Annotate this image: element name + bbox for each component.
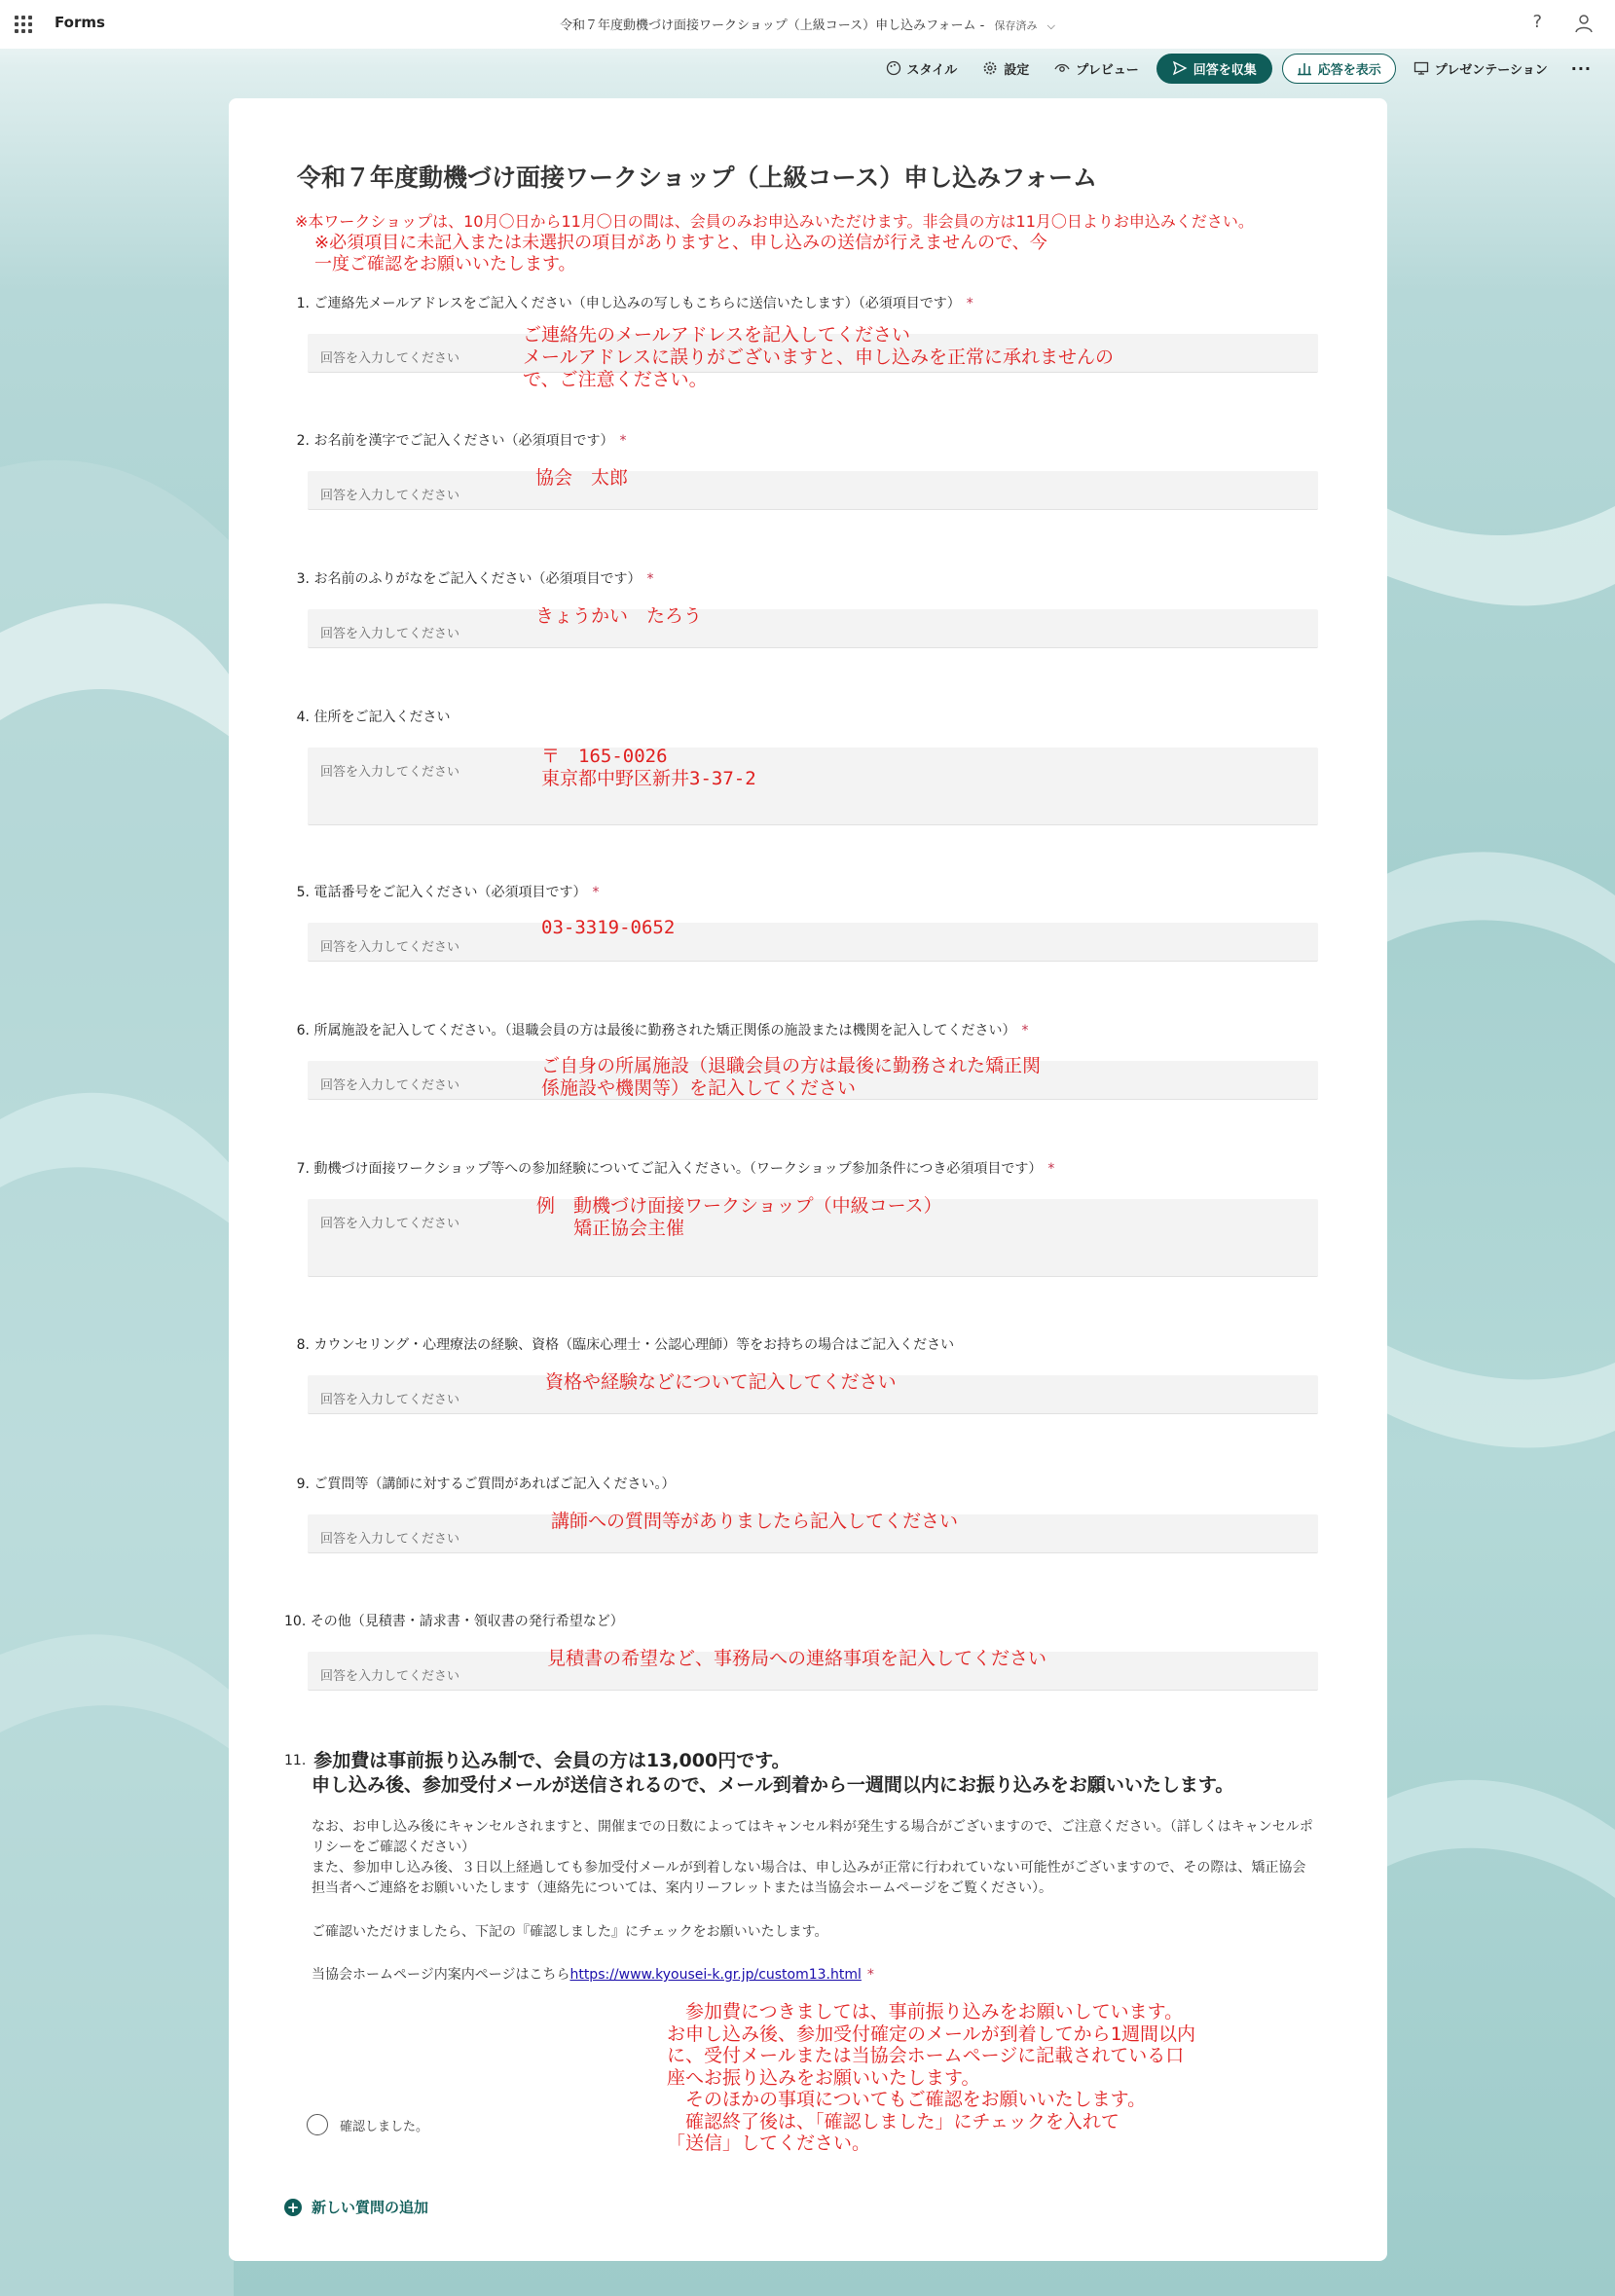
answer-placeholder: 回答を入力してください xyxy=(320,940,460,955)
top-bar xyxy=(0,0,1615,49)
annotation-text: ご連絡先のメールアドレスを記入してください メールアドレスに誤りがございますと、申し込みを正常に承れませんの で、ご注意ください。 xyxy=(523,324,1115,390)
add-question-button[interactable] xyxy=(284,2197,428,2217)
send-icon xyxy=(1172,60,1188,76)
eye-icon xyxy=(1054,60,1070,76)
question-5[interactable] xyxy=(292,882,1324,955)
question-label: 電話番号をご記入ください（必須項目です） xyxy=(313,885,587,900)
answer-placeholder: 回答を入力してください xyxy=(320,1393,460,1407)
collect-responses-button[interactable] xyxy=(1156,54,1272,84)
question-1[interactable] xyxy=(292,293,1324,390)
app-name[interactable]: Forms xyxy=(55,14,105,31)
annotation-text: 協会 太郎 xyxy=(535,467,629,489)
responses-label: 応答を表示 xyxy=(1317,62,1381,78)
document-title[interactable]: 令和７年度動機づけ面接ワークショップ（上級コース）申し込みフォーム - 保存済み ⌵ xyxy=(560,18,1055,33)
settings-button[interactable] xyxy=(974,54,1037,84)
question-6[interactable] xyxy=(292,1020,1324,1099)
q11-paragraph-2: また、参加申し込み後、３日以上経過しても参加受付メールが到着しない場合は、申し込みが正常に行われていない可能性がございますので、その際は、矯正協会担当者へご連絡をお願いいたします（連絡先については、案内リーフレットまたは当協会ホームページをご覧ください）。 xyxy=(312,1860,1306,1896)
view-responses-button[interactable] xyxy=(1282,54,1396,84)
question-9[interactable] xyxy=(292,1474,1324,1547)
annotation-text: 見積書の希望など、事務局への連絡事項を記入してください xyxy=(547,1648,1047,1669)
question-11[interactable] xyxy=(284,1749,1336,1983)
question-number: 11. xyxy=(284,1753,307,1768)
question-4[interactable] xyxy=(292,707,1324,789)
answer-placeholder: 回答を入力してください xyxy=(320,1078,460,1093)
answer-placeholder: 回答を入力してください xyxy=(320,1669,460,1684)
question-label: 所属施設を記入してください。（退職会員の方は最後に勤務された矯正関係の施設または機関を記入してください） xyxy=(313,1023,1016,1039)
question-number: 3. xyxy=(296,571,310,587)
question-8[interactable] xyxy=(292,1334,1324,1407)
bar-chart-icon xyxy=(1297,60,1312,76)
answer-input[interactable] xyxy=(308,923,1318,962)
account-icon[interactable] xyxy=(1574,14,1594,33)
answer-input[interactable] xyxy=(308,747,1318,825)
preview-label: プレビュー xyxy=(1076,62,1139,78)
annotation-text: 例 動機づけ面接ワークショップ（中級コース） 矯正協会主催 xyxy=(536,1195,942,1239)
annotation-text: 講師への質問等がありましたら記入してください xyxy=(551,1511,959,1532)
question-number: 5. xyxy=(296,885,310,900)
form-toolbar xyxy=(878,52,1597,85)
question-7[interactable] xyxy=(292,1158,1324,1239)
question-10[interactable] xyxy=(284,1611,1324,1684)
question-label: お名前を漢字でご記入ください（必須項目です） xyxy=(313,433,614,449)
question-number: 2. xyxy=(296,433,310,449)
required-mark: * xyxy=(646,571,654,587)
radio-label: 確認しました。 xyxy=(340,2119,429,2134)
question-number: 4. xyxy=(296,710,310,725)
notice-line-1: ※本ワークショップは、10月〇日から11月〇日の間は、会員のみお申込みいただけます。非会員の方は11月〇日よりお申込みください。 xyxy=(295,212,1254,231)
link-prefix: 当協会ホームページ内案内ページはこちら xyxy=(312,1967,570,1983)
answer-placeholder: 回答を入力してください xyxy=(320,351,460,366)
annotation-text: 03-3319-0652 xyxy=(541,917,676,938)
question-label: 動機づけ面接ワークショップ等への参加経験についてご記入ください。（ワークショップ参加条件につき必須項目です） xyxy=(313,1161,1043,1177)
palette-icon xyxy=(886,60,901,76)
save-status: 保存済み xyxy=(994,19,1038,32)
q11-head-line-1: 参加費は事前振り込み制で、会員の方は13,000円です。 xyxy=(313,1750,790,1771)
annotation-text: 資格や経験などについて記入してください xyxy=(545,1371,897,1393)
question-number: 7. xyxy=(296,1161,310,1177)
notice-line-3: 一度ご確認をお願いいたします。 xyxy=(314,254,576,274)
question-number: 1. xyxy=(296,296,310,311)
collect-label: 回答を収集 xyxy=(1193,62,1257,78)
q11-paragraph-1: なお、お申し込み後にキャンセルされますと、開催までの日数によってはキャンセル料が発生する場合がございますので、ご注意ください。（詳しくはキャンセルポリシーをご確認ください） xyxy=(312,1819,1313,1855)
help-icon[interactable]: ? xyxy=(1532,12,1542,32)
question-label: 住所をご記入ください xyxy=(313,710,451,725)
required-mark: * xyxy=(966,296,973,311)
q11-head-line-2: 申し込み後、参加受付メールが送信されるので、メール到着から一週間以内にお振り込みをお願いいたします。 xyxy=(312,1774,1234,1796)
question-label: お名前のふりがなをご記入ください（必須項目です） xyxy=(313,571,642,587)
question-number: 8. xyxy=(296,1337,310,1353)
required-mark: * xyxy=(1021,1023,1029,1039)
question-number: 9. xyxy=(296,1476,310,1492)
required-mark: * xyxy=(619,433,627,449)
notice-line-2: ※必須項目に未記入または未選択の項目がありますと、申し込みの送信が行えませんので、今 xyxy=(314,233,1047,253)
more-options-icon[interactable]: ··· xyxy=(1570,58,1592,78)
annotation-text: 〒 165-0026 東京都中野区新井3-37-2 xyxy=(541,746,756,789)
form-title[interactable]: 令和７年度動機づけ面接ワークショップ（上級コース）申し込みフォーム xyxy=(297,164,1098,192)
confirm-radio-option[interactable] xyxy=(307,2114,428,2135)
annotation-text: ご自身の所属施設（退職会員の方は最後に勤務された矯正関 係施設や機関等）を記入してください xyxy=(541,1055,1042,1099)
present-label: プレゼンテーション xyxy=(1434,62,1548,78)
form-notice xyxy=(295,211,1268,275)
answer-placeholder: 回答を入力してください xyxy=(320,489,460,503)
style-label: スタイル xyxy=(906,62,958,78)
answer-input[interactable] xyxy=(308,609,1318,648)
required-mark: * xyxy=(592,885,600,900)
style-button[interactable] xyxy=(878,54,966,84)
present-button[interactable] xyxy=(1406,54,1556,84)
question-number: 6. xyxy=(296,1023,310,1039)
q11-annotation-text: 参加費につきましては、事前振り込みをお願いしています。 お申し込み後、参加受付確定のメールが到着してから1週間以内 に、受付メールまたは当協会ホームページに記載されている口 座へお振り込みをお願いいたします。 そのほかの事項についてもご確認をお願いいたします。 確認終了後は、「確認しました」にチェックを入れて 「送信」してください。 xyxy=(667,2001,1196,2154)
answer-placeholder: 回答を入力してください xyxy=(320,1532,460,1547)
question-label: カウンセリング・心理療法の経験、資格（臨床心理士・公認心理師）等をお持ちの場合はご記入ください xyxy=(313,1337,955,1353)
form-card xyxy=(229,98,1387,2261)
add-question-label: 新しい質問の追加 xyxy=(312,2199,429,2216)
question-number: 10. xyxy=(284,1614,307,1629)
q11-link-line xyxy=(312,1965,1314,1986)
document-title-text: 令和７年度動機づけ面接ワークショップ（上級コース）申し込みフォーム xyxy=(560,18,976,33)
question-label: ご質問等（講師に対するご質問があればご記入ください。） xyxy=(313,1476,676,1492)
answer-placeholder: 回答を入力してください xyxy=(320,1217,460,1231)
chevron-down-icon: ⌵ xyxy=(1046,19,1055,32)
radio-button[interactable] xyxy=(307,2114,328,2135)
required-mark: * xyxy=(866,1967,874,1983)
settings-label: 設定 xyxy=(1004,62,1030,78)
gear-icon xyxy=(982,60,998,76)
answer-placeholder: 回答を入力してください xyxy=(320,765,460,780)
question-2[interactable] xyxy=(292,430,1324,503)
question-label: その他（見積書・請求書・領収書の発行希望など） xyxy=(310,1614,624,1629)
question-label: ご連絡先メールアドレスをご記入ください（申し込みの写しもこちらに送信いたします）（必須項目です） xyxy=(313,296,961,311)
answer-input[interactable] xyxy=(308,471,1318,510)
plus-icon: + xyxy=(284,2199,302,2216)
presentation-icon xyxy=(1413,60,1429,76)
q11-paragraph-3: ご確認いただけましたら、下記の『確認しました』にチェックをお願いいたします。 xyxy=(312,1924,828,1940)
info-page-link[interactable]: https://www.kyousei-k.gr.jp/custom13.html xyxy=(569,1967,862,1983)
preview-button[interactable] xyxy=(1046,54,1146,84)
answer-placeholder: 回答を入力してください xyxy=(320,627,460,641)
required-mark: * xyxy=(1047,1161,1055,1177)
question-3[interactable] xyxy=(292,568,1324,641)
annotation-text: きょうかい たろう xyxy=(535,605,703,627)
